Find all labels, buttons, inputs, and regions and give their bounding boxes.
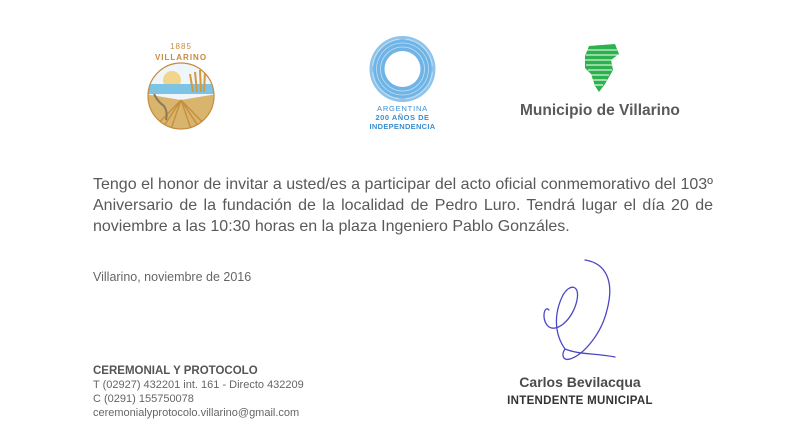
contact-email: ceremonialyprotocolo.villarino@gmail.com <box>93 407 300 419</box>
bicentenario-line2: 200 AÑOS DE <box>375 113 430 122</box>
signer-name: Carlos Bevilacqua <box>519 374 641 390</box>
bicentenario-line3: INDEPENDENCIA <box>369 122 436 131</box>
bicentenario-logo <box>365 33 440 133</box>
villarino-map-icon <box>575 40 635 95</box>
contact-phone-t: T (02927) 432201 int. 161 - Directo 432209 <box>93 379 304 391</box>
invitation-body: Tengo el honor de invitar a usted/es a participar del acto oficial conmemorativo del 103º Aniversario de la fundación de la localidad de Pedro Luro. Tendrá lugar el día 20 de noviembre a las 10:30 horas en la plaza Ingeniero Pablo Gonzáles. <box>93 176 713 235</box>
municipio-name: Municipio de Villarino <box>520 102 680 119</box>
signer-title: INTENDENTE MUNICIPAL <box>507 395 653 407</box>
seal-name: VILLARINO <box>154 53 208 62</box>
bicentenario-sun-icon <box>365 33 440 105</box>
contact-block <box>93 364 353 420</box>
signature-icon <box>525 255 645 370</box>
bicentenario-line1: ARGENTINA <box>377 104 428 113</box>
date-line: Villarino, noviembre de 2016 <box>93 270 252 284</box>
contact-heading: CEREMONIAL Y PROTOCOLO <box>93 365 258 377</box>
villarino-seal-logo <box>140 42 222 130</box>
seal-year: 1885 <box>170 42 192 51</box>
municipio-logo <box>520 40 685 125</box>
seal-emblem-icon <box>140 42 222 130</box>
contact-phone-c: C (0291) 155750078 <box>93 393 194 405</box>
